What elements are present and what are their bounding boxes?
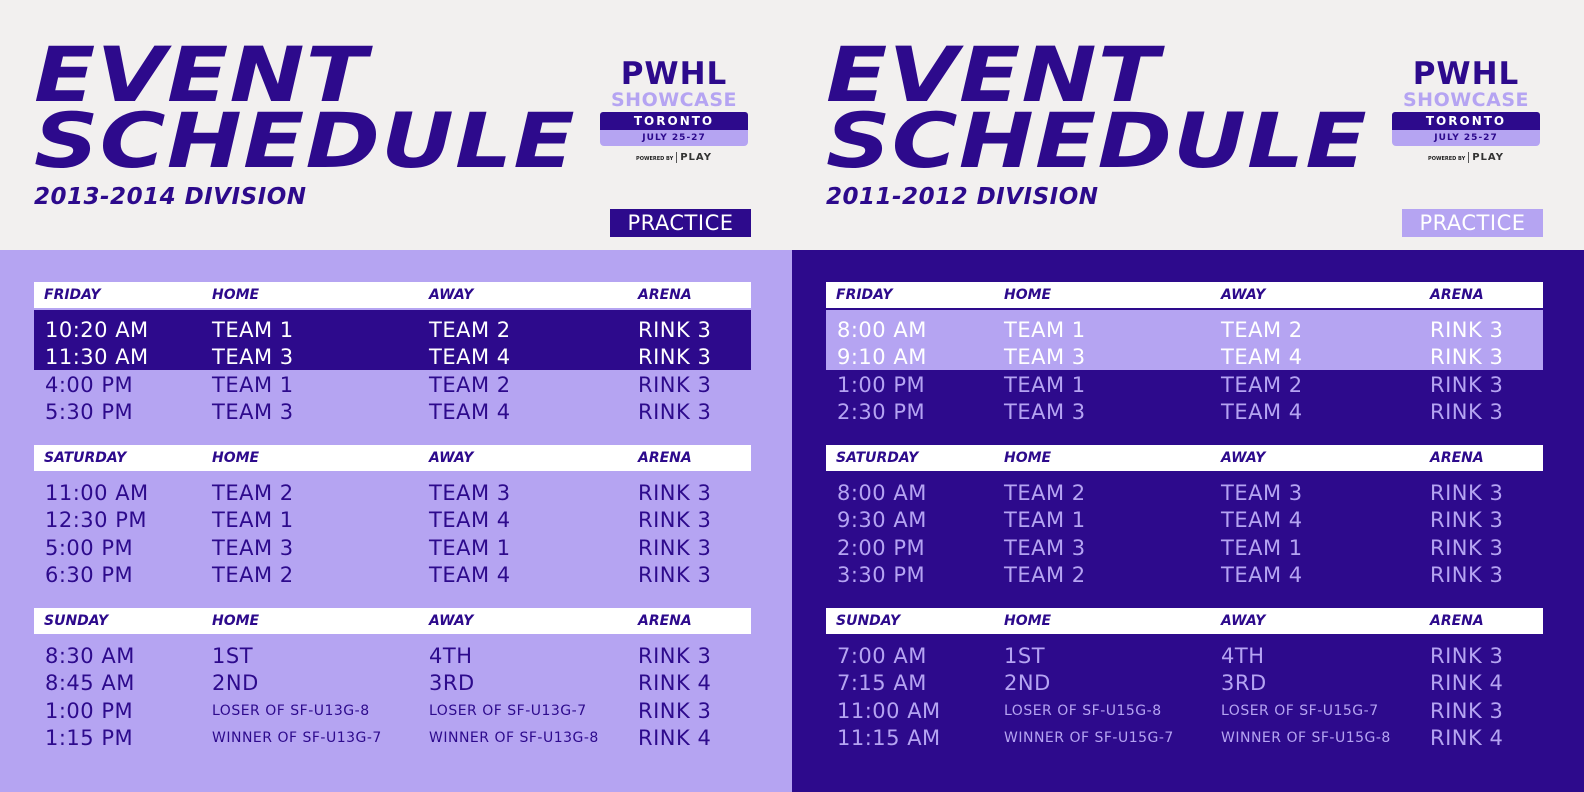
home-team: TEAM 1 (1004, 508, 1086, 532)
away-team: TEAM 1 (1221, 536, 1303, 560)
arena-name: RINK 3 (1430, 481, 1504, 505)
schedule-row (792, 535, 1584, 562)
arena-column-header: ARENA (638, 613, 692, 629)
arena-name: RINK 3 (638, 345, 712, 369)
game-time: 5:30 PM (45, 400, 134, 424)
away-team: TEAM 2 (1221, 373, 1303, 397)
away-team: TEAM 4 (429, 345, 511, 369)
home-team: 1ST (212, 644, 254, 668)
schedule-row (792, 698, 1584, 725)
home-team: TEAM 3 (1004, 536, 1086, 560)
arena-name: RINK 3 (638, 644, 712, 668)
home-team: TEAM 3 (212, 536, 294, 560)
away-team: LOSER OF SF-U13G-7 (429, 703, 587, 719)
schedule-row (0, 372, 792, 399)
arena-name: RINK 3 (638, 318, 712, 342)
pwhl-showcase-logo (597, 58, 751, 163)
home-team: TEAM 2 (1004, 563, 1086, 587)
home-team: TEAM 2 (212, 563, 294, 587)
away-team: TEAM 4 (429, 400, 511, 424)
schedule-row (0, 670, 792, 697)
away-column-header: AWAY (1221, 613, 1266, 629)
schedule-body (0, 250, 792, 792)
home-team: 2ND (212, 671, 259, 695)
game-time: 2:30 PM (837, 400, 926, 424)
schedule-row (0, 698, 792, 725)
game-time: 1:00 PM (837, 373, 926, 397)
arena-column-header: ARENA (1430, 450, 1484, 466)
home-team: LOSER OF SF-U13G-8 (212, 703, 370, 719)
game-time: 6:30 PM (45, 563, 134, 587)
arena-name: RINK 3 (1430, 373, 1504, 397)
arena-column-header: ARENA (638, 450, 692, 466)
title-line-2: SCHEDULE (826, 96, 1368, 185)
day-header-saturday (826, 445, 1543, 471)
day-header-sunday (34, 608, 751, 634)
day-header-friday (826, 282, 1543, 308)
schedule-row (792, 317, 1584, 344)
day-name: FRIDAY (836, 287, 893, 303)
title-line-1: EVENT (826, 30, 1161, 119)
home-team: WINNER OF SF-U13G-7 (212, 730, 382, 746)
schedule-row (792, 725, 1584, 752)
schedule-body (792, 250, 1584, 792)
schedule-row (0, 399, 792, 426)
away-column-header: AWAY (429, 450, 474, 466)
away-team: TEAM 4 (1221, 345, 1303, 369)
powered-by (597, 152, 751, 163)
arena-name: RINK 4 (638, 671, 712, 695)
home-team: 1ST (1004, 644, 1046, 668)
away-team: TEAM 4 (429, 508, 511, 532)
schedule-row (0, 725, 792, 752)
arena-name: RINK 3 (638, 481, 712, 505)
schedule-row (792, 562, 1584, 589)
home-team: TEAM 1 (212, 318, 294, 342)
away-column-header: AWAY (1221, 450, 1266, 466)
day-header-saturday (34, 445, 751, 471)
day-name: FRIDAY (44, 287, 101, 303)
game-time: 8:30 AM (45, 644, 135, 668)
away-team: TEAM 2 (429, 318, 511, 342)
schedule-row (792, 670, 1584, 697)
game-time: 4:00 PM (45, 373, 134, 397)
day-name: SUNDAY (44, 613, 109, 629)
schedule-row (0, 643, 792, 670)
day-header-sunday (826, 608, 1543, 634)
day-name: SUNDAY (836, 613, 901, 629)
arena-name: RINK 3 (1430, 699, 1504, 723)
arena-name: RINK 3 (1430, 345, 1504, 369)
day-header-friday (34, 282, 751, 308)
schedule-row (792, 372, 1584, 399)
logo-city: TORONTO (600, 112, 748, 130)
arena-name: RINK 3 (1430, 536, 1504, 560)
game-time: 7:15 AM (837, 671, 927, 695)
logo-event: SHOWCASE (1402, 89, 1529, 111)
schedule-row (792, 399, 1584, 426)
away-team: TEAM 4 (429, 563, 511, 587)
logo-brand: PWHL (1412, 56, 1520, 92)
arena-name: RINK 3 (1430, 508, 1504, 532)
away-team: TEAM 2 (429, 373, 511, 397)
logo-brand: PWHL (620, 56, 728, 92)
arena-name: RINK 3 (1430, 400, 1504, 424)
panel-header (0, 0, 792, 250)
schedule-row (0, 507, 792, 534)
arena-name: RINK 4 (1430, 726, 1504, 750)
home-column-header: HOME (1004, 450, 1052, 466)
arena-name: RINK 3 (638, 400, 712, 424)
away-team: WINNER OF SF-U15G-8 (1221, 730, 1391, 746)
away-team: 4TH (1221, 644, 1265, 668)
home-column-header: HOME (212, 450, 260, 466)
away-team: TEAM 3 (1221, 481, 1303, 505)
home-team: TEAM 3 (212, 345, 294, 369)
schedule-row (792, 344, 1584, 371)
away-team: WINNER OF SF-U13G-8 (429, 730, 599, 746)
practice-badge: PRACTICE (1402, 209, 1543, 237)
arena-name: RINK 3 (1430, 318, 1504, 342)
arena-name: RINK 3 (638, 699, 712, 723)
away-team: TEAM 4 (1221, 508, 1303, 532)
home-team: TEAM 1 (212, 508, 294, 532)
schedule-row (0, 480, 792, 507)
home-team: 2ND (1004, 671, 1051, 695)
schedule-row (0, 317, 792, 344)
schedule-row (0, 535, 792, 562)
powered-by-label: POWERED BY (636, 156, 674, 162)
sponsor-logo: PLAY (1468, 152, 1504, 163)
away-team: TEAM 4 (1221, 400, 1303, 424)
away-team: TEAM 4 (1221, 563, 1303, 587)
game-time: 11:00 AM (837, 699, 941, 723)
away-team: TEAM 1 (429, 536, 511, 560)
game-time: 7:00 AM (837, 644, 927, 668)
title-line-2: SCHEDULE (34, 96, 576, 185)
home-team: TEAM 3 (212, 400, 294, 424)
arena-name: RINK 3 (1430, 644, 1504, 668)
powered-by-label: POWERED BY (1428, 156, 1466, 162)
day-name: SATURDAY (836, 450, 919, 466)
division-label: 2011-2012 DIVISION (826, 184, 1099, 210)
division-label: 2013-2014 DIVISION (34, 184, 307, 210)
game-time: 1:15 PM (45, 726, 134, 750)
schedule-row (792, 507, 1584, 534)
home-team: TEAM 2 (212, 481, 294, 505)
arena-name: RINK 3 (638, 536, 712, 560)
away-column-header: AWAY (429, 613, 474, 629)
away-column-header: AWAY (429, 287, 474, 303)
away-team: LOSER OF SF-U15G-7 (1221, 703, 1379, 719)
arena-name: RINK 4 (1430, 671, 1504, 695)
schedule-row (0, 562, 792, 589)
home-team: TEAM 1 (1004, 373, 1086, 397)
game-time: 3:30 PM (837, 563, 926, 587)
logo-dates: JULY 25-27 (1392, 130, 1540, 146)
away-column-header: AWAY (1221, 287, 1266, 303)
title-line-1: EVENT (34, 30, 369, 119)
arena-column-header: ARENA (1430, 613, 1484, 629)
game-time: 8:00 AM (837, 318, 927, 342)
home-team: TEAM 3 (1004, 400, 1086, 424)
logo-city: TORONTO (1392, 112, 1540, 130)
schedule-row (0, 344, 792, 371)
game-time: 9:30 AM (837, 508, 927, 532)
practice-badge: PRACTICE (610, 209, 751, 237)
home-team: TEAM 3 (1004, 345, 1086, 369)
home-column-header: HOME (212, 613, 260, 629)
game-time: 5:00 PM (45, 536, 134, 560)
event-title (826, 30, 1368, 185)
home-team: TEAM 2 (1004, 481, 1086, 505)
schedule-row (792, 643, 1584, 670)
game-time: 10:20 AM (45, 318, 149, 342)
game-time: 2:00 PM (837, 536, 926, 560)
home-column-header: HOME (1004, 613, 1052, 629)
day-name: SATURDAY (44, 450, 127, 466)
game-time: 8:00 AM (837, 481, 927, 505)
away-team: 3RD (429, 671, 475, 695)
arena-name: RINK 3 (638, 508, 712, 532)
away-team: TEAM 2 (1221, 318, 1303, 342)
game-time: 1:00 PM (45, 699, 134, 723)
schedule-panel-right (792, 0, 1584, 792)
arena-name: RINK 3 (1430, 563, 1504, 587)
away-team: TEAM 3 (429, 481, 511, 505)
home-team: TEAM 1 (1004, 318, 1086, 342)
arena-column-header: ARENA (1430, 287, 1484, 303)
away-team: 3RD (1221, 671, 1267, 695)
arena-name: RINK 3 (638, 563, 712, 587)
logo-event: SHOWCASE (610, 89, 737, 111)
arena-column-header: ARENA (638, 287, 692, 303)
arena-name: RINK 3 (638, 373, 712, 397)
home-team: LOSER OF SF-U15G-8 (1004, 703, 1162, 719)
logo-dates: JULY 25-27 (600, 130, 748, 146)
game-time: 11:30 AM (45, 345, 149, 369)
game-time: 8:45 AM (45, 671, 135, 695)
game-time: 11:00 AM (45, 481, 149, 505)
event-title (34, 30, 576, 185)
game-time: 12:30 PM (45, 508, 147, 532)
powered-by (1389, 152, 1543, 163)
away-team: 4TH (429, 644, 473, 668)
home-team: TEAM 1 (212, 373, 294, 397)
home-team: WINNER OF SF-U15G-7 (1004, 730, 1174, 746)
schedule-row (792, 480, 1584, 507)
game-time: 11:15 AM (837, 726, 941, 750)
panel-header (792, 0, 1584, 250)
arena-name: RINK 4 (638, 726, 712, 750)
game-time: 9:10 AM (837, 345, 927, 369)
home-column-header: HOME (1004, 287, 1052, 303)
pwhl-showcase-logo (1389, 58, 1543, 163)
sponsor-logo: PLAY (676, 152, 712, 163)
home-column-header: HOME (212, 287, 260, 303)
